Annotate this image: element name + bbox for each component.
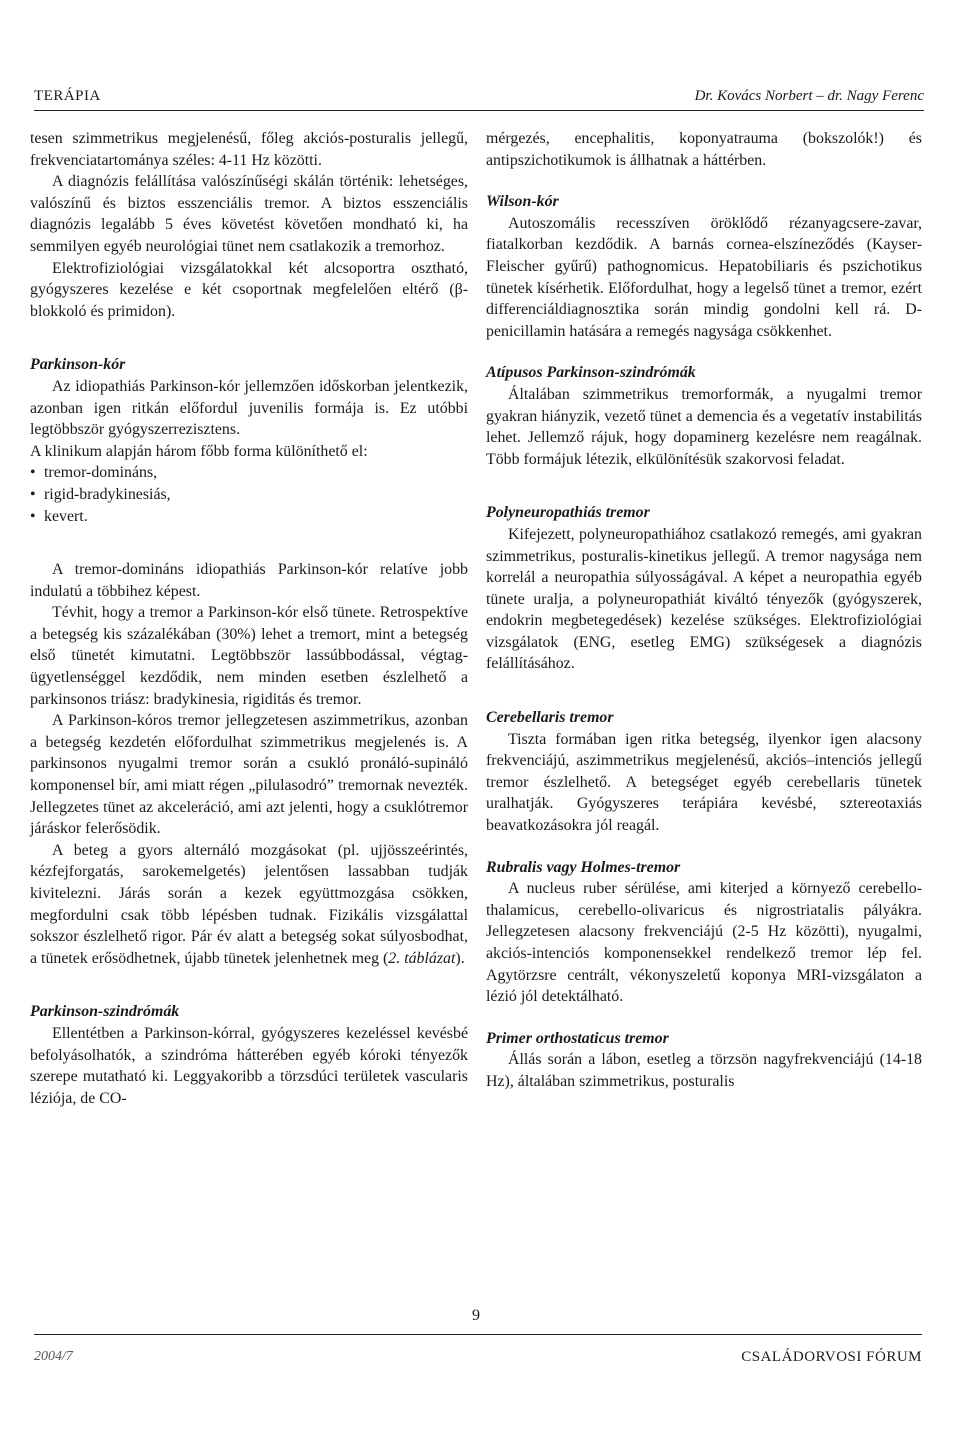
paragraph: A nucleus ruber sérülése, ami kiterjed a környező cerebello-thalamicus, cerebello-olivaricus és nigrostriatalis pályákra. Jellegzetesen alacsony frekvenciájú (2-5 Hz közötti), nyugalmi, akciós-intenciós komponensekkel rendelkező tremor lép fel. Agytörzsre centrált, vékonyszeletű koponya MRI-vizsgálaton a lézió jól detektálható.: [486, 880, 922, 1006]
section-heading: Atípusos Parkinson-szindrómák: [486, 364, 696, 382]
right-column: [486, 128, 922, 1093]
section-heading: Rubralis vagy Holmes-tremor: [486, 858, 681, 876]
section-heading: Parkinson-kór: [30, 356, 126, 374]
list-item: • rigid-bradykinesiás,: [30, 484, 468, 506]
page-number: 9: [472, 1307, 480, 1324]
section-title: TERÁPIA: [34, 88, 101, 104]
paragraph: Elektrofiziológiai vizsgálatokkal két alcsoportra osztható, gyógyszeres kezelése e két csoportnak megfelelően eltérő (β-blokkoló és primidon).: [30, 259, 468, 320]
journal-name: CSALÁDORVOSI FÓRUM: [741, 1349, 922, 1365]
paragraph: tesen szimmetrikus megjelenésű, főleg akciós-posturalis jellegű, frekvenciatartománya széles: 4-11 Hz közötti.: [30, 130, 468, 169]
paragraph: Autoszomális recesszíven öröklődő rézanyagcsere-zavar, fiatalkorban kezdődik. A barnás cornea-elszíneződés (Kayser-Fleischer gyűrű) pathognomicus. Hepatobiliaris és pszichotikus tünetek kísérhetik. Előfordulhat, hogy a legelső tünet a tremor, ezért differenciáldiagnosztika során mindig gondolni kell rá. D-penicillamin hatására a remegés nagysága csökkenhet.: [486, 214, 922, 340]
section-heading: Primer orthostaticus tremor: [486, 1029, 669, 1047]
paragraph: Tiszta formában igen ritka betegség, ilyenkor igen alacsony frekvenciájú, aszimmetrikus megjelenésű, akciós–intenciós jellegű tremor észlelhető. A betegséget egyéb cerebellaris tünetek uralhatják. Gyógyszeres terápiára kevésbé, sztereotaxiás beavatkozásokra jól reagál.: [486, 730, 922, 835]
paragraph: A Parkinson-kóros tremor jellegzetesen aszimmetrikus, azonban a betegség kezdetén előfordulhat szimmetrikus megjelenés is. A parkinsonos nyugalmi tremor során a csukló pronáló-supináló komponensel bír, ami miatt régen „pilulasodró” tremornak nevezték. Jellegzetes tünet az akceleráció, ami azt jelenti, hogy a csuklótremor járáskor felerősödik.: [30, 712, 468, 838]
paragraph: Általában szimmetrikus tremorformák, a nyugalmi tremor gyakran hiányzik, vezető tünet a demencia és a vegetatív instabilitás lehet. Jellemző rájuk, hogy dopaminerg kezelésre nem reagálnak. Több formájuk létezik, elkülönítésük szakorvosi feladat.: [486, 385, 922, 468]
authors: Dr. Kovács Norbert – dr. Nagy Ferenc: [694, 88, 924, 104]
paragraph: [30, 840, 468, 970]
page-header: [34, 88, 924, 111]
section-heading: Parkinson-szindrómák: [30, 1003, 180, 1021]
list-item: • kevert.: [30, 506, 468, 528]
paragraph: A tremor-domináns idiopathiás Parkinson-kór relatíve jobb indulatú a többihez képest.: [30, 561, 468, 600]
page-footer: [34, 1307, 922, 1367]
section-heading: Wilson-kór: [486, 193, 559, 211]
section-heading: Polyneuropathiás tremor: [486, 504, 650, 522]
bullet-list: [30, 462, 468, 527]
paragraph: Tévhit, hogy a tremor a Parkinson-kór első tünete. Retrospektíve a betegség kis százalékában (30%) lehet a tremort, mint a betegség első tünetét kimutatni. Legtöbbször lassúbbodással, végtag-ügyetlenséggel kezdődik, nem minden esetben észlelhető a parkinsonos triász: bradykinesia, rigiditás és tremor.: [30, 604, 468, 708]
paragraph-text: ).: [455, 949, 465, 967]
section-heading: Cerebellaris tremor: [486, 709, 614, 727]
paragraph: Kifejezett, polyneuropathiához csatlakozó remegés, ami gyakran szimmetrikus, posturalis-kinetikus jellegű. A tremor nagysága nem korrelál a neuropathia súlyosságával. A képet a neuropathia egyéb tünete uralja, a polyneuropathiát kiváltó tényezők (gyógyszerek, endokrin megbetegedések) kezelése szükséges. Elektrofiziológiai vizsgálatok (ENG, esetleg EMG) szükségesek a diagnózis felállításához.: [486, 525, 922, 673]
table-reference: 2. táblázat: [388, 949, 456, 967]
paragraph-text: A beteg a gyors alternáló mozgásokat (pl. ujjösszeérintés, kézfejforgatás, sarokemelgetés) jelentősen lassabban tudják kivitelezni. Járás során a kezek együttmozgása csökken, megfordulni csak több lépésben tudnak. Fizikális vizsgálattal sokszor észlelhető rigor. Pár év alatt a betegség sokat súlyosbodhat, a tünetek erősödhetnek, újabb tünetek jelenhetnek meg (: [30, 841, 468, 967]
paragraph: A diagnózis felállítása valószínűségi skálán történik: lehetséges, valószínű és biztos esszenciális tremor. A biztos esszenciális diagnózis legalább 5 éves követést követően mondható ki, ha semmilyen egyéb neurológiai tünet nem csatlakozik a tremorhoz.: [30, 173, 468, 255]
left-column: [30, 128, 468, 1109]
paragraph: A klinikum alapján három főbb forma különíthető el:: [30, 442, 368, 460]
list-item: • tremor-domináns,: [30, 462, 468, 484]
issue-number: 2004/7: [34, 1349, 73, 1364]
paragraph: Az idiopathiás Parkinson-kór jellemzően időskorban jelentkezik, azonban igen ritkán előfordul juvenilis formája is. Ez utóbbi legtöbbször gyógyszerrezisztens.: [30, 377, 468, 439]
paragraph: Állás során a lábon, esetleg a törzsön nagyfrekvenciájú (14-18 Hz), általában szimmetrikus, posturalis: [486, 1051, 922, 1090]
paragraph: Ellentétben a Parkinson-kórral, gyógyszeres kezeléssel kevésbé befolyásolhatók, a szindróma hátterében egyéb kóroki tényezők szerepe mutatható ki. Leggyakoribb a törzsdúci területek vascularis léziója, de CO-: [30, 1024, 468, 1107]
paragraph: mérgezés, encephalitis, koponyatrauma (bokszolók!) és antipszichotikumok is állhatnak a háttérben.: [486, 130, 922, 169]
